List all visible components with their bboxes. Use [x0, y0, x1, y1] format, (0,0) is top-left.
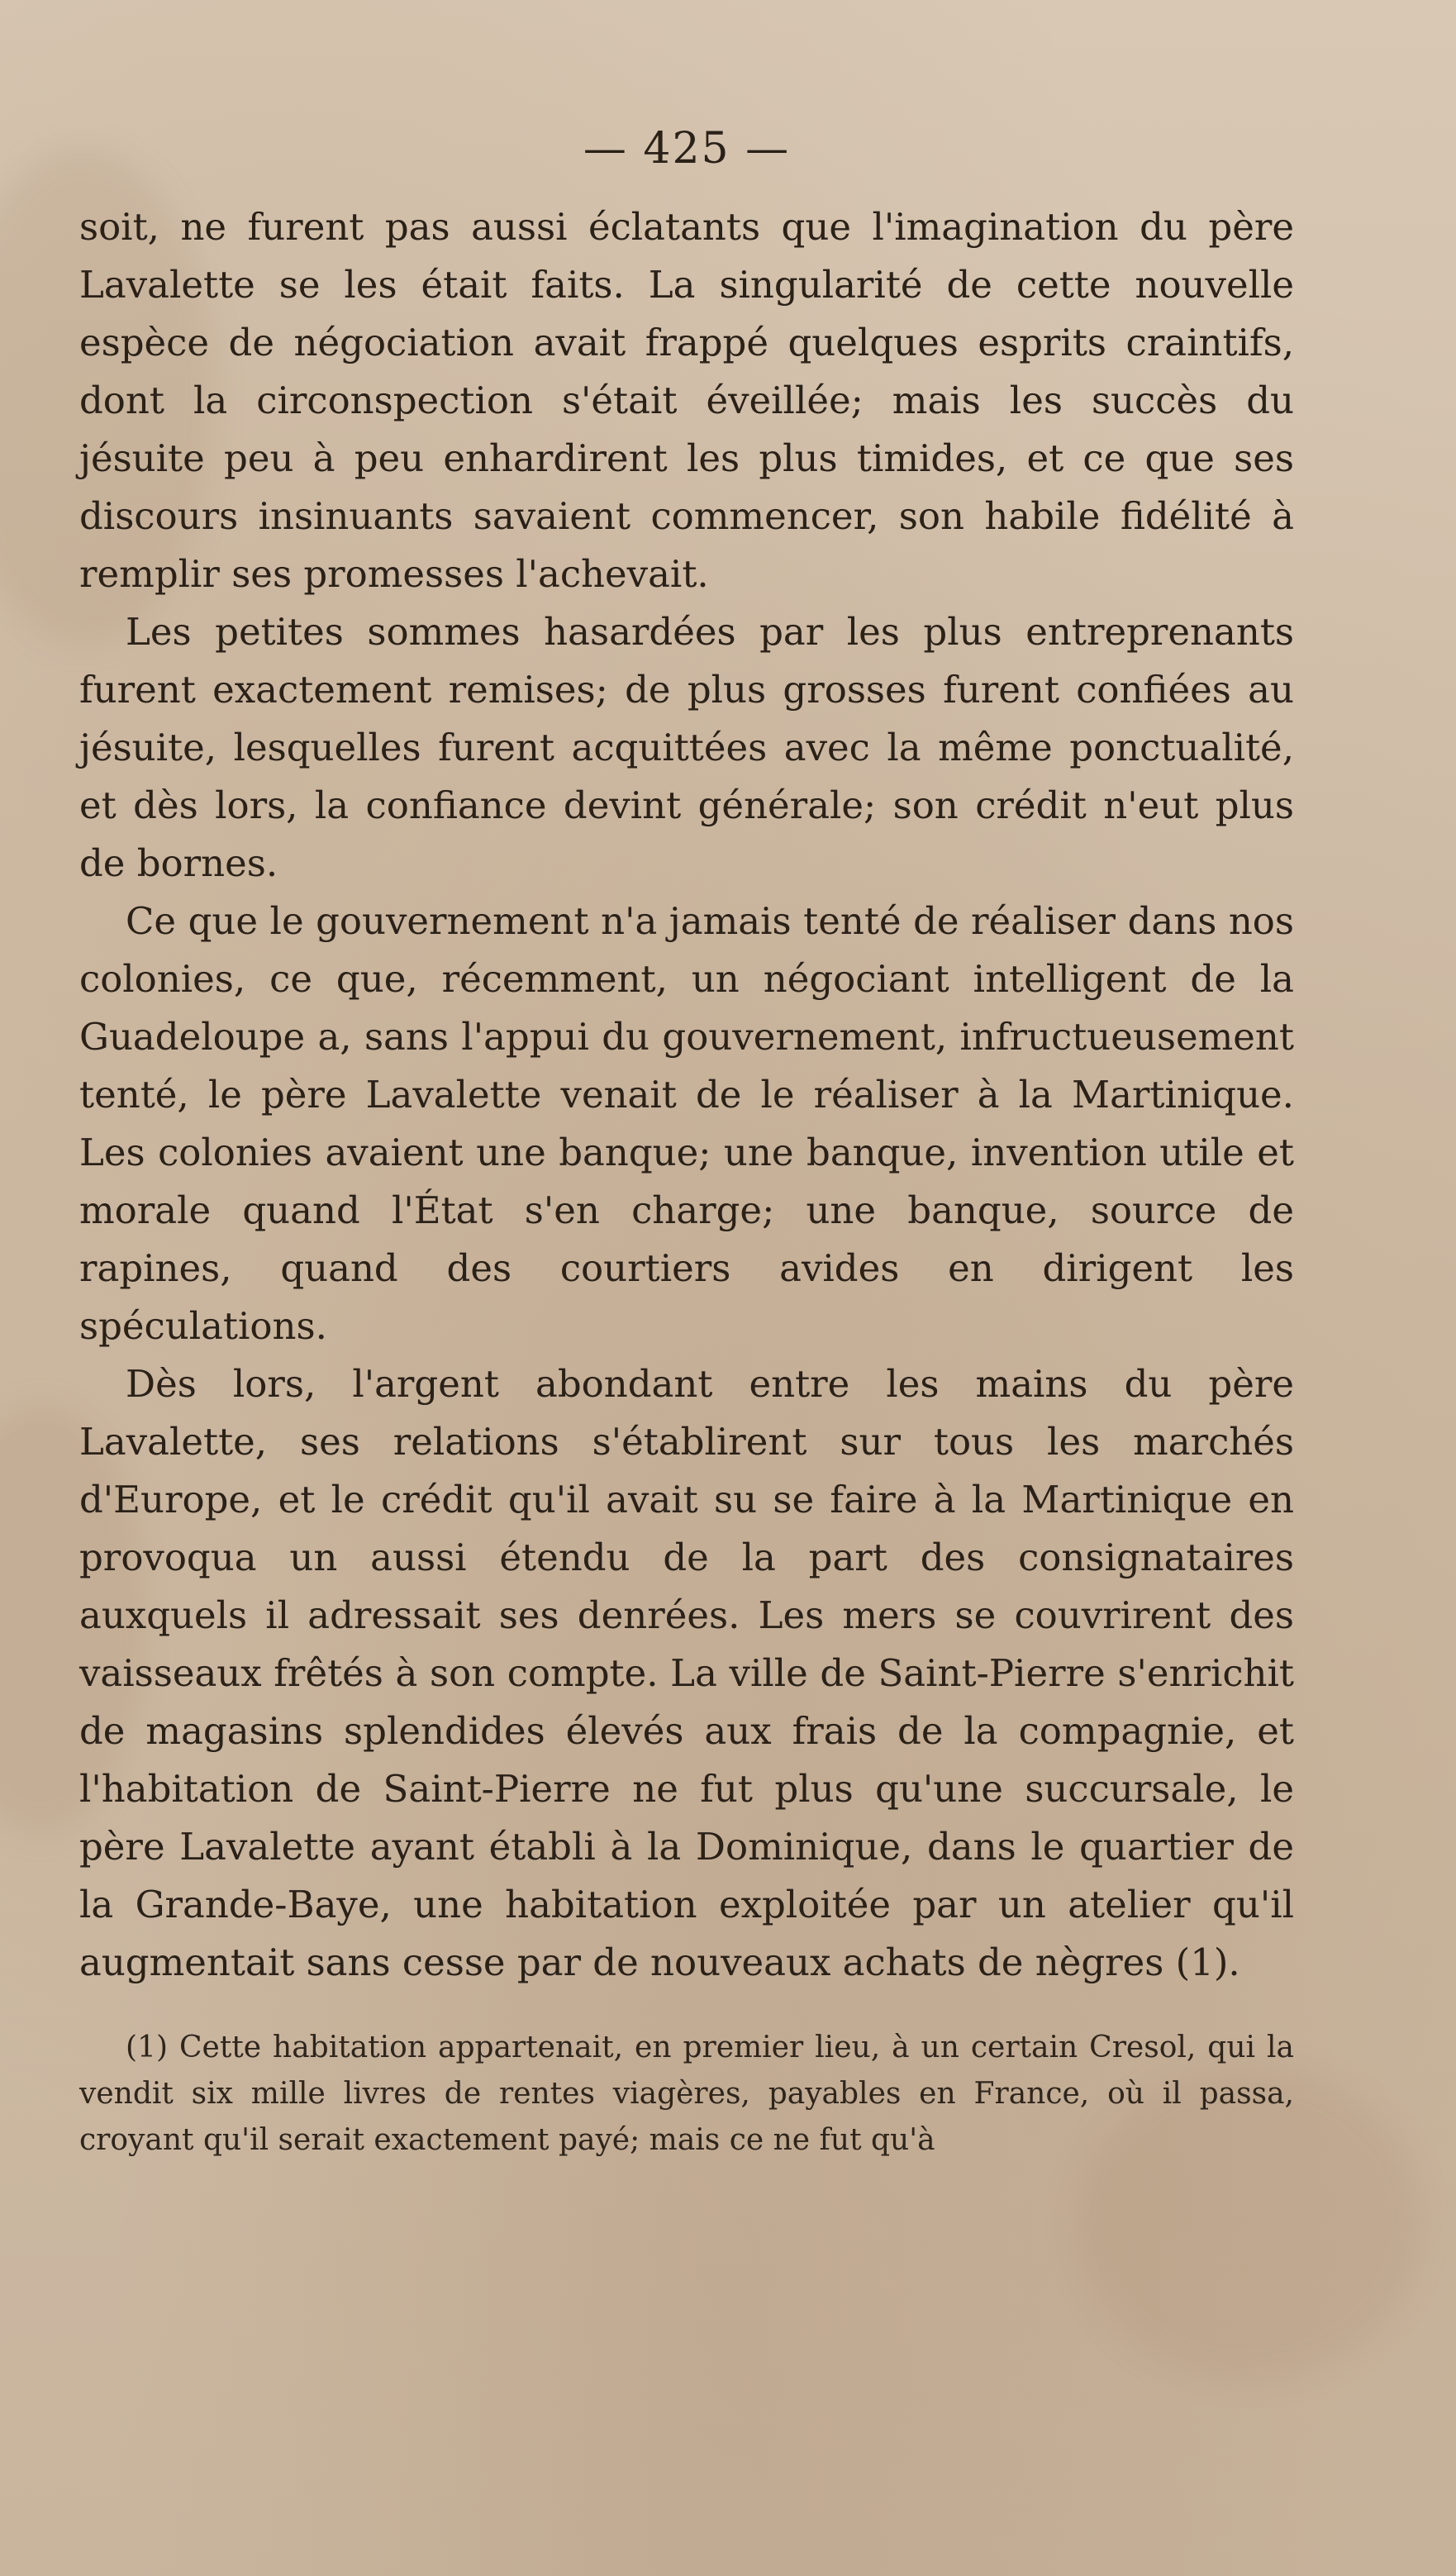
body-text: [79, 198, 1294, 1992]
paragraph-4: Dès lors, l'argent abondant entre les mains du père Lavalette, ses relations s'établirent sur tous les marchés d'Europe, et le crédit qu'il avait su se faire à la Martinique en provoqua un aussi étendu de la part des consignataires auxquels il adressait ses denrées. Les mers se couvrirent des vaisseaux frêtés à son compte. La ville de Saint-Pierre s'enrichit de magasins splendides élevés aux frais de la compagnie, et l'habitation de Saint-Pierre ne fut plus qu'une succursale, le père Lavalette ayant établi à la Dominique, dans le quartier de la Grande-Baye, une habitation exploitée par un atelier qu'il augmentait sans cesse par de nouveaux achats de nègres (1).: [79, 1362, 1294, 1984]
page-number: — 425 —: [583, 124, 791, 174]
paragraph-1: soit, ne furent pas aussi éclatants que l'imagination du père Lavalette se les était faits. La singularité de cette nouvelle espèce de négociation avait frappé quelques esprits craintifs, dont la circonspection s'était éveillée; mais les succès du jésuite peu à peu enhardirent les plus timides, et ce que ses discours insinuants savaient commencer, son habile fidélité à remplir ses promesses l'achevait.: [79, 205, 1294, 596]
footnote: (1) Cette habitation appartenait, en premier lieu, à un certain Cresol, qui la vendit six mille livres de rentes viagères, payables en France, où il passa, croyant qu'il serait exactement payé; mais ce ne fut qu'à: [79, 2031, 1294, 2157]
page-content: [79, 124, 1294, 2193]
paragraph-3: Ce que le gouvernement n'a jamais tenté de réaliser dans nos colonies, ce que, récemment, un négociant intelligent de la Guadeloupe a, sans l'appui du gouvernement, infructueusement tenté, le père Lavalette venait de le réaliser à la Martinique. Les colonies avaient une banque; une banque, invention utile et morale quand l'État s'en charge; une banque, source de rapines, quand des courtiers avides en dirigent les spéculations.: [79, 899, 1294, 1348]
paragraph-2: Les petites sommes hasardées par les plus entreprenants furent exactement remises; de plus grosses furent confiées au jésuite, lesquelles furent acquittées avec la même ponctualité, et dès lors, la confiance devint générale; son crédit n'eut plus de bornes.: [79, 610, 1294, 885]
